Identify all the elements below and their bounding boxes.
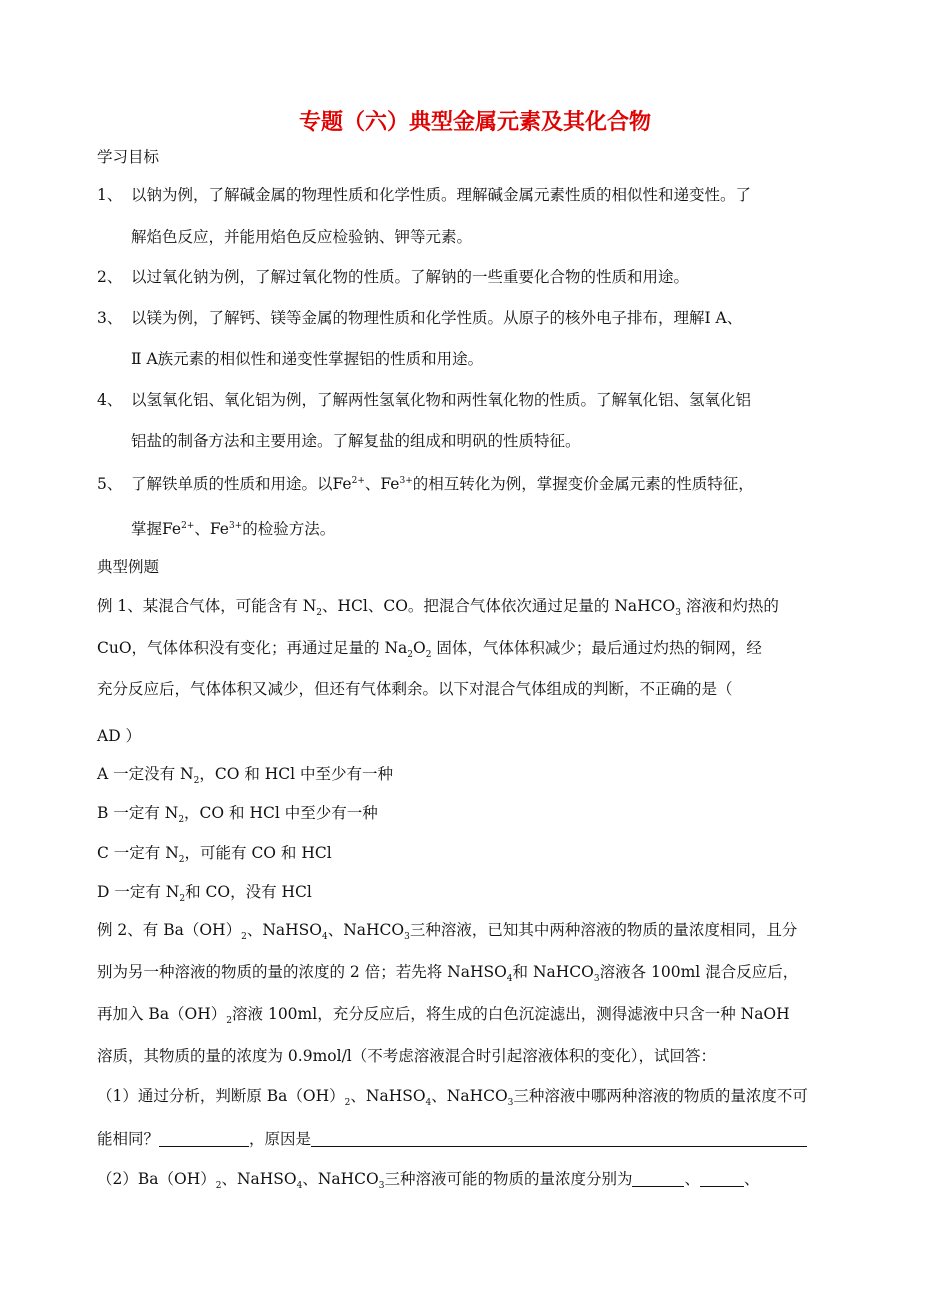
answer-blank[interactable] <box>700 1168 744 1187</box>
charge-sup: 2+ <box>181 521 195 531</box>
example-text: 再加入 Ba（OH） <box>97 1005 227 1023</box>
charge-sup: 3+ <box>399 476 413 486</box>
objective-number: 1、 <box>97 186 123 204</box>
example-text: 例 1、某混合气体，可能含有 N <box>97 597 317 615</box>
question-text: ，原因是 <box>249 1130 312 1148</box>
charge-sup: 3+ <box>228 521 243 531</box>
subscript: 3 <box>404 932 410 943</box>
question-text: 能相同？ <box>97 1130 160 1148</box>
question-1-cont <box>97 1128 807 1150</box>
answer-blank[interactable] <box>159 1128 249 1147</box>
objective-5 <box>97 470 754 495</box>
objective-3-cont: Ⅱ A族元素的相似性和递变性掌握铝的性质和用途。 <box>131 350 484 368</box>
objective-5-cont <box>131 515 335 540</box>
example-text: 溶液和灼热的 <box>680 597 779 615</box>
question-2 <box>97 1168 760 1197</box>
option-a <box>97 763 393 792</box>
subscript: 2 <box>178 815 185 826</box>
option-text: ，CO 和 HCl 中至少有一种 <box>184 804 378 822</box>
question-1 <box>97 1085 808 1114</box>
subscript: 2 <box>179 894 186 905</box>
example-text: 溶液各 100ml 混合反应后， <box>599 963 799 981</box>
objective-4-cont: 铝盐的制备方法和主要用途。了解复盐的组成和明矾的性质特征。 <box>131 432 581 450</box>
example-text: 和 NaHCO <box>512 963 594 981</box>
objective-2 <box>97 266 689 288</box>
objective-text: 、Fe <box>364 475 400 494</box>
example-2-line: 溶质，其物质的量的浓度为 0.9mol/l（不考虑溶液混合时引起溶液体积的变化），试回答： <box>97 1047 716 1065</box>
subscript: 4 <box>506 974 513 985</box>
option-b <box>97 802 378 831</box>
option-c <box>97 842 332 871</box>
subscript: 4 <box>425 1098 432 1109</box>
objective-text: 以镁为例，了解钙、镁等金属的物理性质和化学性质。从原子的核外电子排布，理解Ⅰ A、 <box>131 309 743 327</box>
example-2-line <box>97 919 797 948</box>
subscript: 2 <box>316 608 323 619</box>
example-1-answer: AD ） <box>97 727 142 745</box>
subscript: 3 <box>675 608 681 619</box>
subscript: 2 <box>407 650 414 661</box>
question-text: 、NaHCO <box>302 1170 379 1188</box>
objective-number: 3、 <box>97 309 123 327</box>
page-title: 专题（六）典型金属元素及其化合物 <box>298 110 651 135</box>
example-2-line <box>97 961 798 990</box>
objective-text: 的相互转化为例，掌握变价金属元素的性质特征， <box>412 475 754 494</box>
objective-3 <box>97 307 742 329</box>
subscript: 2 <box>425 650 432 661</box>
example-text: 、NaHCO <box>327 921 405 939</box>
subscript: 3 <box>507 1098 514 1109</box>
option-text: ，可能有 CO 和 HCl <box>184 844 332 862</box>
objective-text: 以钠为例，了解碱金属的物理性质和化学性质。理解碱金属元素性质的相似性和递变性。了 <box>131 186 752 204</box>
objective-number: 5、 <box>97 475 123 494</box>
option-d <box>97 881 312 910</box>
option-text: 和 CO，没有 HCl <box>185 883 312 901</box>
answer-blank[interactable] <box>311 1128 807 1147</box>
example-1-line <box>97 595 779 624</box>
objective-4 <box>97 389 751 411</box>
objective-text: 、Fe <box>194 520 229 539</box>
separator: 、 <box>684 1170 700 1188</box>
example-text: 三种溶液，已知其中两种溶液的物质的量浓度相同，且分 <box>409 921 798 939</box>
objective-number: 2、 <box>97 268 123 286</box>
subscript: 3 <box>593 974 600 985</box>
question-text: 、NaHSO <box>221 1170 297 1188</box>
objective-text: 以氢氧化铝、氧化铝为例，了解两性氢氧化物和两性氧化物的性质。了解氧化铝、氢氧化铝 <box>131 391 752 409</box>
example-text: 例 2、有 Ba（OH） <box>97 921 242 939</box>
charge-sup: 2+ <box>351 476 365 486</box>
objective-number: 4、 <box>97 391 123 409</box>
subscript: 4 <box>321 932 328 943</box>
objective-text: 的检验方法。 <box>242 520 336 539</box>
answer-blank[interactable] <box>632 1168 684 1187</box>
example-text: 、HCl、CO。把混合气体依次通过足量的 NaHCO <box>322 597 676 615</box>
objective-text: 了解铁单质的性质和用途。以Fe <box>131 475 352 494</box>
subscript: 2 <box>215 1181 222 1192</box>
question-text: 三种溶液中哪两种溶液的物质的量浓度不可 <box>513 1087 808 1105</box>
example-text: 溶液 100ml，充分反应后，将生成的白色沉淀滤出，测得滤液中只含一种 NaOH <box>232 1005 790 1023</box>
subscript: 4 <box>296 1181 303 1192</box>
option-text: ，CO 和 HCl 中至少有一种 <box>199 765 394 783</box>
example-2-line <box>97 1003 790 1032</box>
option-text: C 一定有 N <box>97 844 179 862</box>
objectives-heading: 学习目标 <box>97 148 160 166</box>
question-text: 三种溶液可能的物质的量浓度分别为 <box>384 1170 633 1188</box>
separator: 、 <box>744 1170 760 1188</box>
subscript: 2 <box>193 776 200 787</box>
example-text: 固体，气体体积减少；最后通过灼热的铜网，经 <box>431 639 762 657</box>
subscript: 3 <box>378 1181 385 1192</box>
objective-1 <box>97 184 751 206</box>
option-text: A 一定没有 N <box>97 765 194 783</box>
subscript: 2 <box>226 1016 233 1027</box>
subscript: 2 <box>241 932 247 943</box>
example-text: O <box>413 639 426 657</box>
question-text: （2）Ba（OH） <box>97 1170 216 1188</box>
example-1-line: 充分反应后，气体体积又减少，但还有气体剩余。以下对混合气体组成的判断，不正确的是（ <box>97 680 733 698</box>
example-text: 别为另一种溶液的物质的量的浓度的 2 倍；若先将 NaHSO <box>97 963 507 981</box>
examples-heading: 典型例题 <box>97 558 160 576</box>
objective-text: 以过氧化钠为例，了解过氧化物的性质。了解钠的一些重要化合物的性质和用途。 <box>131 268 690 286</box>
objective-text: 掌握Fe <box>131 520 182 539</box>
example-text: 、NaHSO <box>246 921 322 939</box>
question-text: 、NaHSO <box>350 1087 426 1105</box>
option-text: B 一定有 N <box>97 804 179 822</box>
option-text: D 一定有 N <box>97 883 180 901</box>
objective-1-cont: 解焰色反应，并能用焰色反应检验钠、钾等元素。 <box>131 228 473 246</box>
question-text: 、NaHCO <box>431 1087 508 1105</box>
example-text: CuO，气体体积没有变化；再通过足量的 Na <box>97 639 408 657</box>
subscript: 2 <box>178 855 185 866</box>
question-text: （1）通过分析，判断原 Ba（OH） <box>97 1087 345 1105</box>
subscript: 2 <box>344 1098 351 1109</box>
example-1-line <box>97 637 762 666</box>
